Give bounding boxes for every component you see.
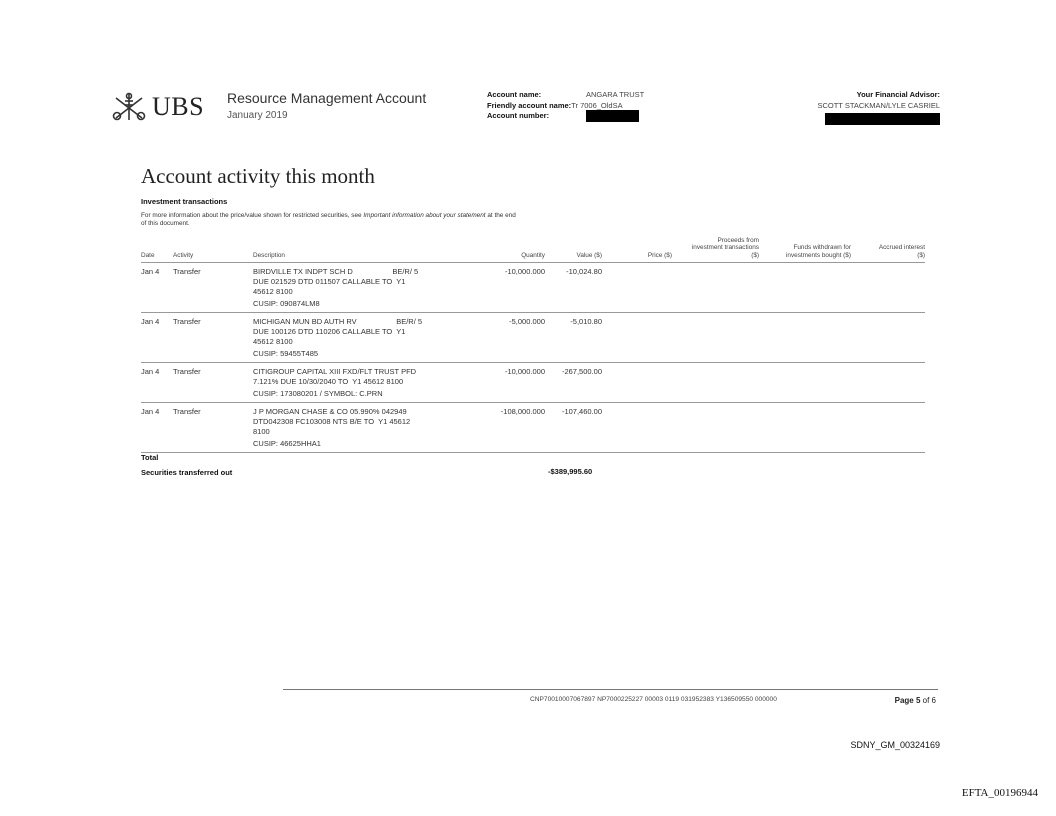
page-of: of 6 <box>922 696 936 705</box>
row-value: -5,010.80 <box>570 317 602 326</box>
page-indicator <box>895 696 936 705</box>
description-line: J P MORGAN CHASE & CO 05.990% 042949 <box>253 407 407 416</box>
total-label: Total <box>141 453 159 462</box>
advisor-names: SCOTT STACKMAN/LYLE CASRIEL <box>817 100 940 110</box>
col-value: Value ($) <box>576 251 602 259</box>
page-number: 5 <box>915 696 921 705</box>
section-title: Account activity this month <box>141 164 375 188</box>
note-suffix: at the end of this document. <box>141 212 516 227</box>
col-proceeds: Proceeds from investment transactions ($) <box>691 236 759 259</box>
row-cusip: CUSIP: 173080201 / SYMBOL: C.PRN <box>253 389 383 398</box>
row-description <box>253 313 453 362</box>
account-name-label: Account name: <box>487 90 542 99</box>
description-line: DTD042308 FC103008 NTS B/E TO Y1 45612 <box>253 417 411 426</box>
restricted-securities-note <box>141 212 521 228</box>
table-row <box>141 403 925 453</box>
friendly-name-value: Tr 7006_OldSA <box>571 100 623 110</box>
row-quantity: -108,000.000 <box>500 407 545 416</box>
row-description <box>253 403 453 452</box>
table-row <box>141 363 925 403</box>
description-line: DUE 100126 DTD 110206 CALLABLE TO Y1 <box>253 327 406 336</box>
row-description <box>253 363 453 402</box>
account-name-value: ANGARA TRUST <box>586 90 645 99</box>
footer-code: CNP70010007067897 NP7000225227 00003 0119 031952383 Y136509550 000000 <box>530 696 777 703</box>
account-number-label: Account number: <box>487 111 550 120</box>
section-subhead: Investment transactions <box>141 197 228 206</box>
row-date: Jan 4 <box>141 267 160 276</box>
col-accrued: Accrued interest ($) <box>878 244 925 259</box>
page-word: Page <box>894 696 914 705</box>
securities-transferred-out-label: Securities transferred out <box>141 468 233 477</box>
row-cusip: CUSIP: 59455T485 <box>253 349 319 358</box>
advisor-info <box>817 90 940 129</box>
table-row <box>141 263 925 313</box>
description-line: 7.121% DUE 10/30/2040 TO Y1 45612 8100 <box>253 377 404 386</box>
ubs-keys-icon <box>112 92 146 122</box>
account-info <box>487 90 644 122</box>
row-description <box>253 263 453 312</box>
col-funds: Funds withdrawn for investments bought ($) <box>785 244 851 259</box>
row-cusip: CUSIP: 46625HHA1 <box>253 439 321 448</box>
bates-number: SDNY_GM_00324169 <box>850 740 940 750</box>
document-title: Resource Management Account <box>227 90 427 106</box>
description-line: MICHIGAN MUN BD AUTH RV BE/R/ 5 <box>253 317 423 326</box>
description-line: 8100 <box>253 427 270 436</box>
col-quantity: Quantity <box>521 251 545 259</box>
row-date: Jan 4 <box>141 407 160 416</box>
col-activity: Activity <box>173 251 194 259</box>
total-value: -$389,995.60 <box>548 467 593 476</box>
account-number-redaction <box>586 110 639 122</box>
col-description: Description <box>253 251 285 259</box>
table-header <box>141 236 925 263</box>
row-quantity: -10,000.000 <box>504 367 545 376</box>
friendly-name-label: Friendly account name: <box>487 100 572 110</box>
advisor-label: Your Financial Advisor: <box>856 90 940 99</box>
efta-number: EFTA_00196944 <box>961 787 1038 799</box>
brand-name: UBS <box>152 92 205 121</box>
description-line: 45612 8100 <box>253 337 293 346</box>
note-prefix: For more information about the price/value shown for restricted securities, see <box>141 212 362 219</box>
row-activity: Transfer <box>173 407 201 416</box>
description-line: CITIGROUP CAPITAL XIII FXD/FLT TRUST PFD <box>253 367 417 376</box>
table-row <box>141 313 925 363</box>
investment-transactions-table <box>141 236 925 453</box>
row-value: -107,460.00 <box>561 407 602 416</box>
row-date: Jan 4 <box>141 367 160 376</box>
footer-divider <box>283 689 938 690</box>
row-value: -267,500.00 <box>561 367 602 376</box>
row-activity: Transfer <box>173 267 201 276</box>
note-link: Important information about your statement <box>363 212 486 219</box>
row-cusip: CUSIP: 090874LM8 <box>253 299 320 308</box>
description-line: BIRDVILLE TX INDPT SCH D BE/R/ 5 <box>253 267 419 276</box>
row-activity: Transfer <box>173 317 201 326</box>
statement-period: January 2019 <box>227 110 288 121</box>
row-date: Jan 4 <box>141 317 160 326</box>
row-value: -10,024.80 <box>566 267 602 276</box>
col-date: Date <box>141 251 155 259</box>
row-quantity: -5,000.000 <box>509 317 545 326</box>
col-price: Price ($) <box>647 251 672 259</box>
ubs-logo <box>112 92 204 122</box>
row-quantity: -10,000.000 <box>504 267 545 276</box>
description-line: 45612 8100 <box>253 287 293 296</box>
advisor-redaction <box>825 113 940 125</box>
row-activity: Transfer <box>173 367 201 376</box>
description-line: DUE 021529 DTD 011507 CALLABLE TO Y1 <box>253 277 406 286</box>
